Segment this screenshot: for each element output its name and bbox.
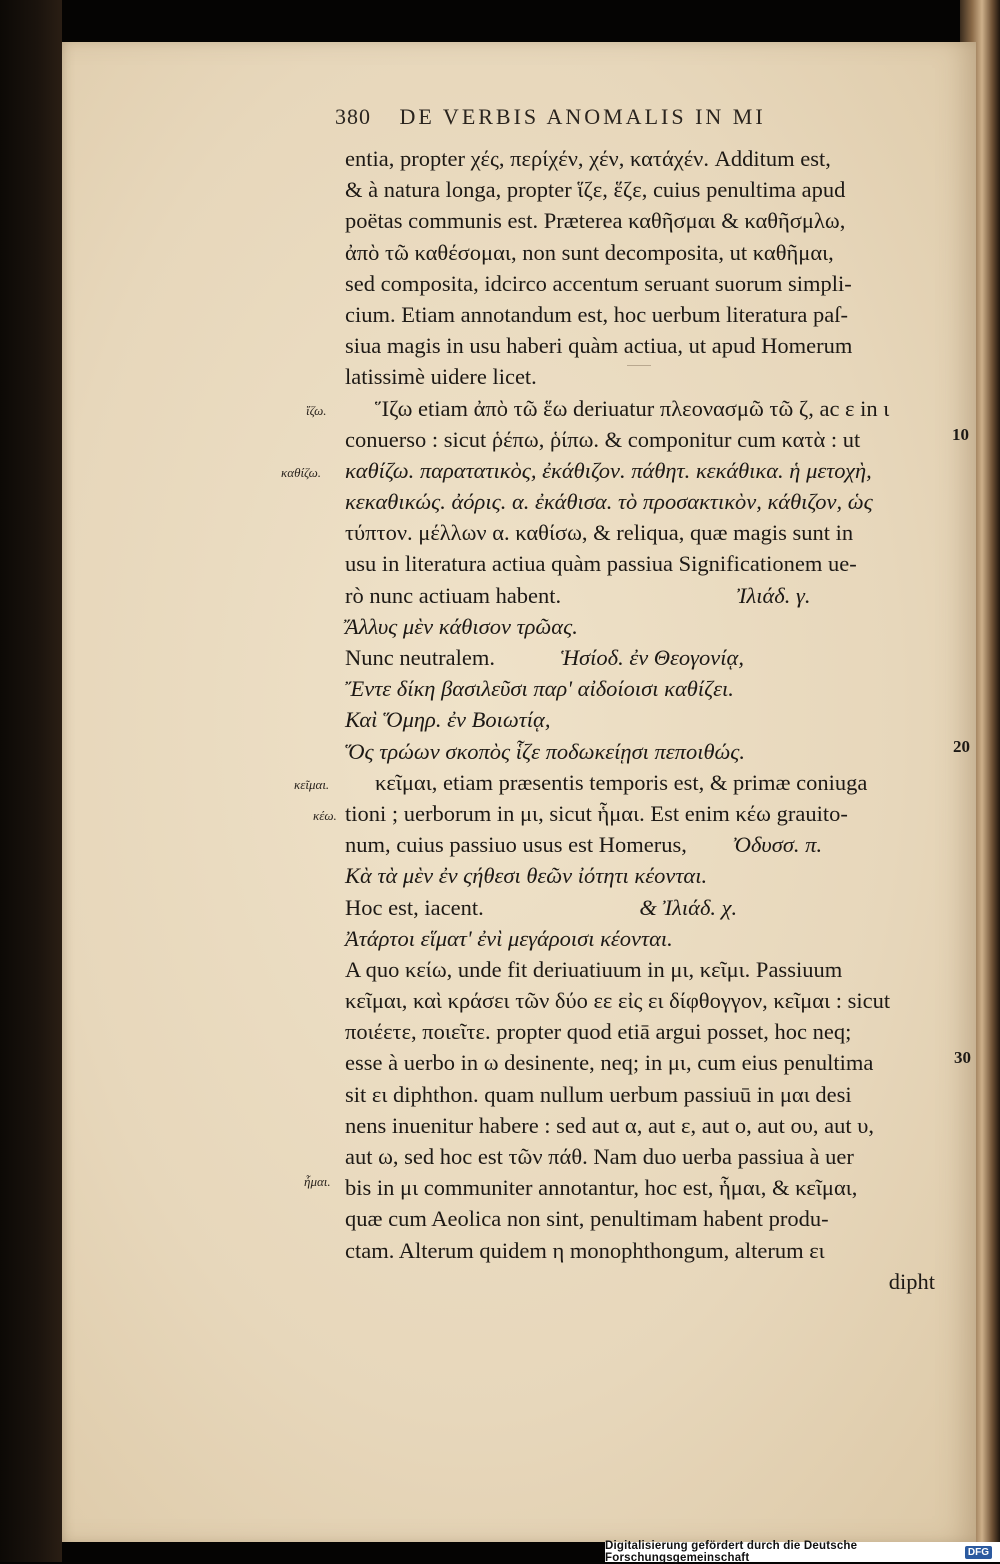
citation-hesiod: Ἡσίοδ. ἐν Θεογονίᾳ,: [560, 645, 744, 670]
text-line: [345, 829, 935, 860]
text-line: siua magis in usu haberi quàm actiua, ut apud Homerum: [345, 333, 853, 359]
scan-left-edge: [0, 0, 62, 1562]
text-line: & à natura longa, propter ἵζε, ἕζε, cuius penultima apud: [345, 177, 846, 203]
text-segment: Hoc est, iacent.: [345, 894, 484, 920]
line-number-10: 10: [952, 425, 969, 444]
main-text-block: [345, 143, 935, 1297]
text-line: usu in literatura actiua quàm passiua Significationem ue-: [345, 551, 857, 577]
text-line: A quo κείω, unde fit deriuatiuum in μι, κεῖμι. Passiuum: [345, 956, 843, 982]
text-line: bis in μι communiter annotantur, hoc est, ἧμαι, & κεῖμαι,: [345, 1175, 858, 1201]
line-number-30: 30: [954, 1048, 971, 1067]
text-line: conuerso : sicut ῥέπω, ῥίπω. & componitur cum κατὰ : ut: [345, 426, 861, 452]
text-line: κεῖμαι, καὶ κράσει τῶν δύο εε εἰς ει δίφθογγον, κεῖμαι : sicut: [345, 988, 891, 1014]
verse-line: Ἄλλυς μὲν κάθισον τρῶας.: [345, 613, 578, 639]
text-line: entia, propter χές, περίχέν, χέν, κατάχέν. Additum est,: [345, 146, 831, 171]
text-segment: num, cuius passiuo usus est Homerus,: [345, 832, 687, 858]
text-line: Ἵζω etiam ἀπὸ τῶ ἕω deriuatur πλεονασμῶ τῶ ζ, ac ε in ι: [375, 395, 890, 421]
text-line: aut ω, sed hoc est τῶν πάθ. Nam duo uerba passiua à uer: [345, 1144, 854, 1169]
text-segment: Nunc neutralem.: [345, 645, 495, 670]
text-line: κεῖμαι, etiam præsentis temporis est, & primæ coniuga: [375, 769, 868, 795]
verse-line: Ἀτάρτοι εἵματ' ἐνὶ μεγάροισι κέονται.: [345, 925, 673, 951]
text-line: τύπτον. μέλλων α. καθίσω, & reliqua, quæ magis sunt in: [345, 520, 854, 546]
margin-note-keimai: κεῖμαι.: [294, 777, 330, 792]
text-line: ποιέετε, ποιεῖτε. propter quod etiā argui posset, hoc neq;: [345, 1019, 852, 1045]
text-line: [345, 892, 935, 923]
running-title: DE VERBIS ANOMALIS IN MI: [399, 104, 766, 129]
text-segment: rò nunc actiuam habent.: [345, 582, 562, 608]
text-line: cium. Etiam annotandum est, hoc uerbum literatura paſ-: [345, 301, 848, 327]
text-line: esse à uerbo in ω desinente, neq; in μι, cum eius penultima: [345, 1050, 874, 1076]
verse-line: Ἔντε δίκη βασιλεῦσι παρ' αἰδοίοισι καθίζει.: [345, 676, 734, 702]
verse-line: Καὶ Ὅμηρ. ἐν Βοιωτίᾳ,: [345, 707, 551, 733]
text-line: quæ cum Aeolica non sint, penultimam habent produ-: [345, 1206, 829, 1232]
text-line: [345, 642, 935, 673]
text-line: latissimè uidere licet.: [345, 364, 537, 390]
text-line: ctam. Alterum quidem η monophthongum, alterum ει: [345, 1237, 825, 1263]
line-number-20: 20: [953, 737, 970, 756]
page-number: 380: [335, 104, 371, 129]
text-line: [345, 580, 935, 611]
text-line: poëtas communis est. Præterea καθῆσμαι & καθῆσμλω,: [345, 208, 846, 234]
margin-note-kathizo: καθίζω.: [281, 465, 322, 480]
verse-line: Κὰ τὰ μὲν ἐν ςήθεσι θεῶν ἰότητι κέονται.: [345, 863, 708, 889]
text-line: tioni ; uerborum in μι, sicut ἧμαι. Est enim κέω grauito-: [345, 800, 848, 826]
verse-line: Ὅς τρώων σκοπὸς ἷζε ποδωκείῃσι πεποιθώς.: [345, 738, 745, 764]
catchword: dipht: [888, 1268, 935, 1294]
dfg-logo-icon: DFG: [965, 1546, 992, 1559]
text-line: κεκαθικώς. ἀόρις. α. ἐκάθισα. τὸ προσακτικὸν, κάθιζον, ὡς: [345, 489, 873, 515]
text-line: nens inuenitur habere : sed aut α, aut ε, aut ο, aut ου, aut υ,: [345, 1112, 875, 1138]
citation-iliad-x: & Ἰλιάδ. χ.: [639, 894, 738, 920]
footer-credit: Digitalisierung gefördert durch die Deutsche Forschungsgemeinschaft: [605, 1540, 858, 1564]
running-head: [335, 104, 935, 130]
text-line: sit ει diphthon. quam nullum uerbum passiuū in μαι desi: [345, 1081, 852, 1107]
margin-note-izo: ἵζω.: [306, 403, 327, 418]
citation-iliad-g: Ἰλιάδ. γ.: [736, 582, 811, 608]
digitization-footer: [605, 1542, 1000, 1562]
text-line: sed composita, idcirco accentum seruant suorum simpli-: [345, 270, 852, 296]
margin-note-keo: κέω.: [313, 808, 337, 823]
margin-note-emai: ἧμαι.: [304, 1174, 331, 1189]
text-line: καθίζω. παρατατικὸς, ἐκάθιζον. πάθητ. κεκάθικα. ἡ μετοχὴ,: [345, 457, 872, 483]
text-line: ἀπὸ τῶ καθέσομαι, non sunt decomposita, ut καθῆμαι,: [345, 239, 834, 265]
citation-odyssey-p: Ὀδυσσ. π.: [732, 832, 823, 858]
